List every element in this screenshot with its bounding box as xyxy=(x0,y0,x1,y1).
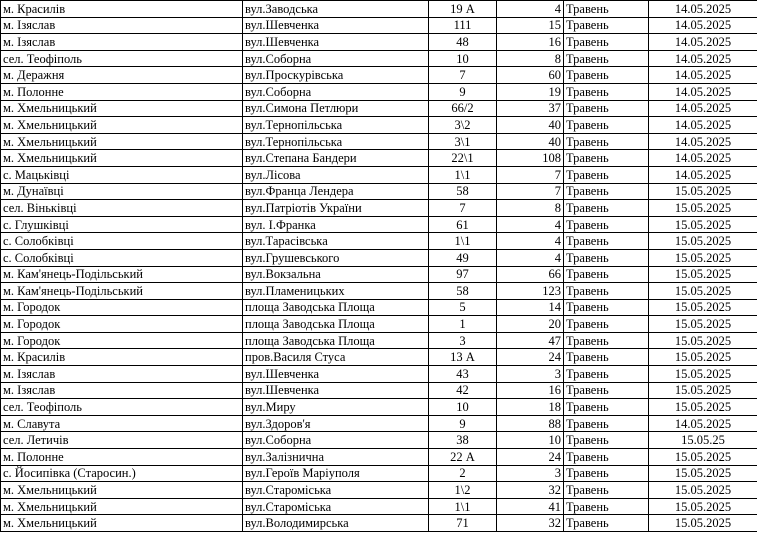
street-cell: вул.Вокзальна xyxy=(243,266,429,283)
street-cell: вул.Шевченка xyxy=(243,34,429,51)
month-cell: Травень xyxy=(564,432,649,449)
street-cell: площа Заводська Площа xyxy=(243,332,429,349)
count-cell: 88 xyxy=(497,415,564,432)
house-number-cell: 1\2 xyxy=(429,482,497,499)
table-row xyxy=(1,482,757,499)
house-number-cell: 66/2 xyxy=(429,100,497,117)
city-cell: м. Полонне xyxy=(1,449,243,466)
count-cell: 41 xyxy=(497,498,564,515)
table-row xyxy=(1,498,757,515)
month-cell: Травень xyxy=(564,50,649,67)
table-row xyxy=(1,349,757,366)
date-cell: 15.05.2025 xyxy=(649,299,757,316)
street-cell: вул.Залізнична xyxy=(243,449,429,466)
city-cell: м. Городок xyxy=(1,332,243,349)
count-cell: 4 xyxy=(497,216,564,233)
city-cell: с. Мацьківці xyxy=(1,166,243,183)
date-cell: 15.05.2025 xyxy=(649,482,757,499)
month-cell: Травень xyxy=(564,1,649,18)
table-row xyxy=(1,399,757,416)
date-cell: 15.05.2025 xyxy=(649,515,757,532)
count-cell: 32 xyxy=(497,482,564,499)
street-cell: вул.Героїв Маріуполя xyxy=(243,465,429,482)
month-cell: Травень xyxy=(564,100,649,117)
date-cell: 15.05.2025 xyxy=(649,399,757,416)
house-number-cell: 1 xyxy=(429,316,497,333)
house-number-cell: 22 А xyxy=(429,449,497,466)
count-cell: 14 xyxy=(497,299,564,316)
table-row xyxy=(1,266,757,283)
city-cell: м. Красилів xyxy=(1,1,243,18)
street-cell: вул.Володимирська xyxy=(243,515,429,532)
date-cell: 14.05.2025 xyxy=(649,133,757,150)
date-cell: 14.05.2025 xyxy=(649,100,757,117)
street-cell: вул.Грушевського xyxy=(243,249,429,266)
date-cell: 15.05.2025 xyxy=(649,498,757,515)
city-cell: с. Солобківці xyxy=(1,233,243,250)
city-cell: м. Городок xyxy=(1,299,243,316)
count-cell: 24 xyxy=(497,449,564,466)
table-row xyxy=(1,449,757,466)
date-cell: 15.05.2025 xyxy=(649,266,757,283)
house-number-cell: 49 xyxy=(429,249,497,266)
count-cell: 40 xyxy=(497,133,564,150)
street-cell: вул.Тарасівська xyxy=(243,233,429,250)
count-cell: 18 xyxy=(497,399,564,416)
house-number-cell: 5 xyxy=(429,299,497,316)
date-cell: 14.05.2025 xyxy=(649,1,757,18)
city-cell: м. Деражня xyxy=(1,67,243,84)
street-cell: вул.Симона Петлюри xyxy=(243,100,429,117)
count-cell: 37 xyxy=(497,100,564,117)
house-number-cell: 61 xyxy=(429,216,497,233)
count-cell: 10 xyxy=(497,432,564,449)
city-cell: м. Кам'янець-Подільський xyxy=(1,283,243,300)
date-cell: 15.05.2025 xyxy=(649,316,757,333)
table-row xyxy=(1,100,757,117)
house-number-cell: 10 xyxy=(429,50,497,67)
city-cell: с. Солобківці xyxy=(1,249,243,266)
count-cell: 19 xyxy=(497,83,564,100)
city-cell: м. Ізяслав xyxy=(1,366,243,383)
month-cell: Травень xyxy=(564,415,649,432)
street-cell: вул.Соборна xyxy=(243,50,429,67)
street-cell: вул.Франца Лендера xyxy=(243,183,429,200)
date-cell: 14.05.2025 xyxy=(649,150,757,167)
date-cell: 15.05.2025 xyxy=(649,366,757,383)
house-number-cell: 7 xyxy=(429,200,497,217)
month-cell: Травень xyxy=(564,266,649,283)
count-cell: 40 xyxy=(497,117,564,134)
house-number-cell: 13 А xyxy=(429,349,497,366)
house-number-cell: 42 xyxy=(429,382,497,399)
house-number-cell: 3 xyxy=(429,332,497,349)
city-cell: м. Дунаївці xyxy=(1,183,243,200)
house-number-cell: 1\1 xyxy=(429,233,497,250)
count-cell: 3 xyxy=(497,366,564,383)
city-cell: м. Ізяслав xyxy=(1,34,243,51)
city-cell: м. Хмельницький xyxy=(1,133,243,150)
city-cell: м. Кам'янець-Подільський xyxy=(1,266,243,283)
city-cell: м. Красилів xyxy=(1,349,243,366)
date-cell: 14.05.2025 xyxy=(649,117,757,134)
table-row xyxy=(1,465,757,482)
street-cell: площа Заводська Площа xyxy=(243,299,429,316)
month-cell: Травень xyxy=(564,465,649,482)
month-cell: Травень xyxy=(564,216,649,233)
month-cell: Травень xyxy=(564,83,649,100)
count-cell: 60 xyxy=(497,67,564,84)
count-cell: 4 xyxy=(497,1,564,18)
house-number-cell: 7 xyxy=(429,67,497,84)
house-number-cell: 48 xyxy=(429,34,497,51)
street-cell: вул.Тернопільська xyxy=(243,133,429,150)
house-number-cell: 111 xyxy=(429,17,497,34)
house-number-cell: 22\1 xyxy=(429,150,497,167)
count-cell: 15 xyxy=(497,17,564,34)
date-cell: 14.05.2025 xyxy=(649,50,757,67)
table-row xyxy=(1,200,757,217)
date-cell: 14.05.2025 xyxy=(649,17,757,34)
table-row xyxy=(1,150,757,167)
street-cell: вул.Заводська xyxy=(243,1,429,18)
count-cell: 123 xyxy=(497,283,564,300)
city-cell: м. Хмельницький xyxy=(1,117,243,134)
city-cell: сел. Теофіполь xyxy=(1,399,243,416)
city-cell: м. Хмельницький xyxy=(1,498,243,515)
table-row xyxy=(1,366,757,383)
street-cell: вул.Степана Бандери xyxy=(243,150,429,167)
count-cell: 3 xyxy=(497,465,564,482)
street-cell: пров.Василя Стуса xyxy=(243,349,429,366)
count-cell: 16 xyxy=(497,382,564,399)
count-cell: 7 xyxy=(497,166,564,183)
city-cell: м. Хмельницький xyxy=(1,150,243,167)
table-row xyxy=(1,299,757,316)
table-body xyxy=(1,1,757,532)
date-cell: 14.05.2025 xyxy=(649,34,757,51)
month-cell: Травень xyxy=(564,67,649,84)
month-cell: Травень xyxy=(564,34,649,51)
table-row xyxy=(1,415,757,432)
house-number-cell: 10 xyxy=(429,399,497,416)
table-row xyxy=(1,283,757,300)
count-cell: 66 xyxy=(497,266,564,283)
count-cell: 8 xyxy=(497,200,564,217)
month-cell: Травень xyxy=(564,299,649,316)
street-cell: вул. І.Франка xyxy=(243,216,429,233)
month-cell: Травень xyxy=(564,283,649,300)
month-cell: Травень xyxy=(564,117,649,134)
house-number-cell: 1\1 xyxy=(429,498,497,515)
table-row xyxy=(1,83,757,100)
house-number-cell: 58 xyxy=(429,183,497,200)
month-cell: Травень xyxy=(564,166,649,183)
house-number-cell: 38 xyxy=(429,432,497,449)
table-row xyxy=(1,50,757,67)
house-number-cell: 71 xyxy=(429,515,497,532)
month-cell: Травень xyxy=(564,133,649,150)
table-row xyxy=(1,133,757,150)
date-cell: 15.05.2025 xyxy=(649,200,757,217)
table-row xyxy=(1,216,757,233)
street-cell: вул.Проскурівська xyxy=(243,67,429,84)
month-cell: Травень xyxy=(564,233,649,250)
table-row xyxy=(1,166,757,183)
count-cell: 32 xyxy=(497,515,564,532)
date-cell: 15.05.2025 xyxy=(649,249,757,266)
street-cell: вул.Пламеницьких xyxy=(243,283,429,300)
month-cell: Травень xyxy=(564,183,649,200)
street-cell: вул.Тернопільська xyxy=(243,117,429,134)
street-cell: вул.Соборна xyxy=(243,432,429,449)
city-cell: м. Полонне xyxy=(1,83,243,100)
table-row xyxy=(1,67,757,84)
count-cell: 8 xyxy=(497,50,564,67)
table-row xyxy=(1,34,757,51)
house-number-cell: 2 xyxy=(429,465,497,482)
date-cell: 15.05.2025 xyxy=(649,449,757,466)
table-row xyxy=(1,117,757,134)
count-cell: 7 xyxy=(497,183,564,200)
city-cell: м. Хмельницький xyxy=(1,482,243,499)
street-cell: вул.Шевченка xyxy=(243,366,429,383)
house-number-cell: 97 xyxy=(429,266,497,283)
street-cell: вул.Здоров'я xyxy=(243,415,429,432)
table-row xyxy=(1,1,757,18)
month-cell: Травень xyxy=(564,515,649,532)
city-cell: сел. Теофіполь xyxy=(1,50,243,67)
table-row xyxy=(1,17,757,34)
house-number-cell: 58 xyxy=(429,283,497,300)
table-row xyxy=(1,316,757,333)
table-row xyxy=(1,515,757,532)
date-cell: 15.05.2025 xyxy=(649,183,757,200)
month-cell: Травень xyxy=(564,150,649,167)
street-cell: вул.Староміська xyxy=(243,498,429,515)
month-cell: Травень xyxy=(564,449,649,466)
month-cell: Травень xyxy=(564,498,649,515)
city-cell: с. Глушківці xyxy=(1,216,243,233)
count-cell: 4 xyxy=(497,249,564,266)
table-row xyxy=(1,183,757,200)
count-cell: 20 xyxy=(497,316,564,333)
street-cell: вул.Староміська xyxy=(243,482,429,499)
table-row xyxy=(1,249,757,266)
house-number-cell: 43 xyxy=(429,366,497,383)
city-cell: м. Ізяслав xyxy=(1,17,243,34)
date-cell: 15.05.2025 xyxy=(649,216,757,233)
count-cell: 47 xyxy=(497,332,564,349)
count-cell: 24 xyxy=(497,349,564,366)
table-row xyxy=(1,233,757,250)
city-cell: сел. Віньківці xyxy=(1,200,243,217)
city-cell: сел. Летичів xyxy=(1,432,243,449)
date-cell: 15.05.2025 xyxy=(649,283,757,300)
month-cell: Травень xyxy=(564,399,649,416)
month-cell: Травень xyxy=(564,17,649,34)
street-cell: вул.Шевченка xyxy=(243,382,429,399)
house-number-cell: 9 xyxy=(429,415,497,432)
count-cell: 16 xyxy=(497,34,564,51)
date-cell: 15.05.2025 xyxy=(649,382,757,399)
table-row xyxy=(1,332,757,349)
house-number-cell: 9 xyxy=(429,83,497,100)
month-cell: Травень xyxy=(564,249,649,266)
city-cell: м. Хмельницький xyxy=(1,100,243,117)
date-cell: 15.05.25 xyxy=(649,432,757,449)
city-cell: с. Йосипівка (Старосин.) xyxy=(1,465,243,482)
street-cell: площа Заводська Площа xyxy=(243,316,429,333)
month-cell: Травень xyxy=(564,482,649,499)
month-cell: Травень xyxy=(564,332,649,349)
month-cell: Травень xyxy=(564,366,649,383)
street-cell: вул.Шевченка xyxy=(243,17,429,34)
house-number-cell: 1\1 xyxy=(429,166,497,183)
count-cell: 4 xyxy=(497,233,564,250)
street-cell: вул.Патріотів України xyxy=(243,200,429,217)
date-cell: 15.05.2025 xyxy=(649,233,757,250)
street-cell: вул.Миру xyxy=(243,399,429,416)
date-cell: 14.05.2025 xyxy=(649,67,757,84)
street-cell: вул.Соборна xyxy=(243,83,429,100)
count-cell: 108 xyxy=(497,150,564,167)
city-cell: м. Славута xyxy=(1,415,243,432)
date-cell: 15.05.2025 xyxy=(649,332,757,349)
table-row xyxy=(1,432,757,449)
month-cell: Травень xyxy=(564,200,649,217)
city-cell: м. Городок xyxy=(1,316,243,333)
house-number-cell: 19 А xyxy=(429,1,497,18)
city-cell: м. Ізяслав xyxy=(1,382,243,399)
date-cell: 14.05.2025 xyxy=(649,83,757,100)
month-cell: Травень xyxy=(564,316,649,333)
month-cell: Травень xyxy=(564,382,649,399)
date-cell: 15.05.2025 xyxy=(649,349,757,366)
table-row xyxy=(1,382,757,399)
month-cell: Травень xyxy=(564,349,649,366)
date-cell: 14.05.2025 xyxy=(649,415,757,432)
house-number-cell: 3\2 xyxy=(429,117,497,134)
city-cell: м. Хмельницький xyxy=(1,515,243,532)
house-number-cell: 3\1 xyxy=(429,133,497,150)
date-cell: 15.05.2025 xyxy=(649,465,757,482)
date-cell: 14.05.2025 xyxy=(649,166,757,183)
street-cell: вул.Лісова xyxy=(243,166,429,183)
